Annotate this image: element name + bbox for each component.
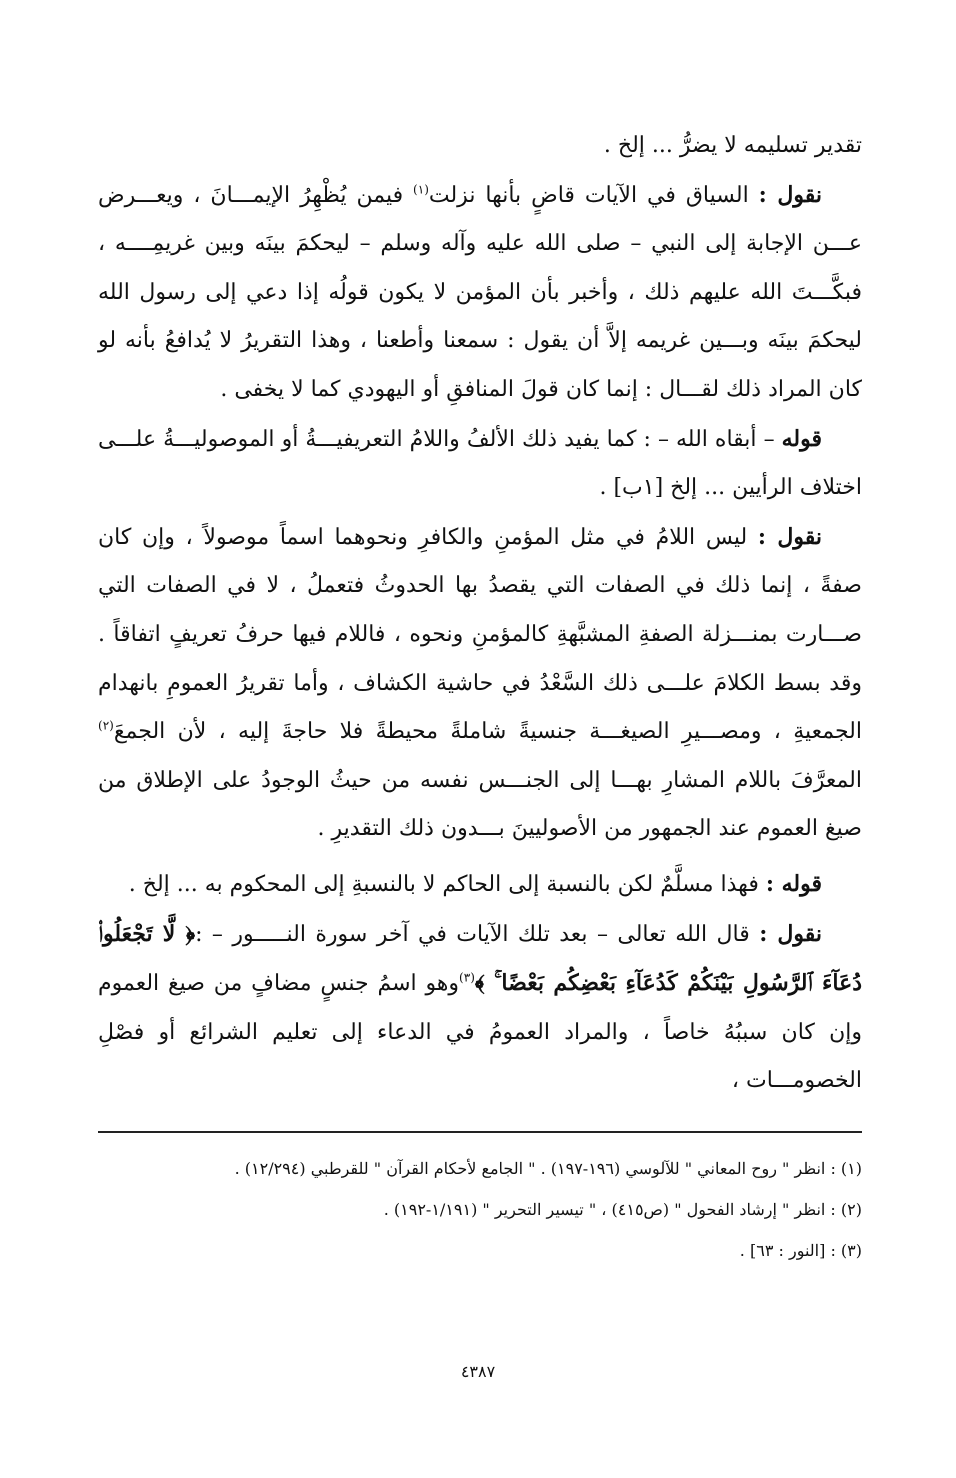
footnote-1: (١) : انظر " روح المعاني " للآلوسي (١٩٦-١٩٧) . " الجامع لأحكام القرآن " للقرطبي (١٢/٢٩٤) . <box>234 1159 862 1178</box>
paragraph-2 <box>98 171 862 415</box>
paragraph-lead: نقول : <box>758 181 822 208</box>
paragraph-text: قال الله تعالى – بعد تلك الآيات في آخر سورة النـــــور – : <box>195 921 760 947</box>
paragraph-text-rest: المعرَّفَ باللام المشارِ بهـــا إلى الجنـــس نفسه من حيثُ الوجودُ على الإطلاق من صيغ العموم عند الجمهور من الأصوليينَ بـــدون ذلك التقديرِ . <box>98 767 862 842</box>
paragraph-text: تقدير تسليمه لا يضرُّ ... إلخ . <box>603 133 862 158</box>
paragraph-text: ليس اللامُ في مثل المؤمنِ والكافرِ ونحوهما اسماً موصولاً ، وإن كان صفةً ، إنما ذلك في الصفات التي يقصدُ بها الحدوثُ فتعملُ ، لا في الصفات التي صـــارت بمنـــزلة الصفةِ المشبَّهةِ كالمؤمنِ ونحوه ، فاللام فيها حرفُ تعريفٍ اتفاقاً . وقد بسط الكلامَ علـــى ذلك السَّعْدُ في حاشية الكشاف ، وأما تقريرُ العمومِ بانهدام الجمعيةِ ، ومصـــيرِ الصيغـــة جنسيةً شاملةً محيطةً فلا حاجةَ إليه ، لأن الجمعَ <box>98 524 862 745</box>
paragraph-lead: قوله <box>781 425 822 452</box>
footnote-3: (٣) : [النور : ٦٣] . <box>739 1241 862 1260</box>
page-number: ٤٣٨٧ <box>460 1362 496 1381</box>
paragraph-lead: قوله : <box>765 870 822 897</box>
paragraph-5 <box>98 860 862 910</box>
paragraph-lead: نقول : <box>759 920 822 947</box>
paragraph-6 <box>98 910 862 1106</box>
paragraph-text-rest: فيمن يُظْهِرُ الإيمـــانَ ، ويعـــرض عـــن الإجابة إلى النبي – صلى الله عليه وآله وسلم – ليحكمَ بينَه وبين غريمِــــه ، فبكَّـــتَ الله عليهم ذلك ، وأخبر بأن المؤمن لا يكون قولُه إذا دعي إلى رسول الله ليحكمَ بينَه وبـــين غريمه إلاَّ أن يقول : سمعنا وأطعنا ، وهذا التقريرُ لا يُدافعُ بأنه لو كان المراد ذلك لقـــال : إنما كان قولَ المنافقِ أو اليهودي كما لا يخفى . <box>98 182 862 402</box>
footnotes <box>98 1148 862 1271</box>
footnote-2: (٢) : انظر " إرشاد الفحول " (ص٤١٥) ، " تيسير التحرير " (١/١٩١-١٩٢) . <box>383 1200 862 1219</box>
paragraph-3 <box>98 415 862 513</box>
paragraph-text-rest: وهو اسمُ جنسٍ مضافٍ من صيغ العموم وإن كان سببُهُ خاصاً ، والمراد العمومُ في الدعاء إلى تعليم الشرائع أو فصْلِ الخصومـــات ، <box>98 971 862 1094</box>
paragraph-text: فهذا مسلَّمٌ لكن بالنسبة إلى الحاكم لا بالنسبةِ إلى المحكوم به ... إلخ . <box>128 871 766 897</box>
footnote-separator <box>98 1131 862 1133</box>
paragraph-text: السياق في الآيات قاضٍ بأنها نزلت <box>428 182 759 208</box>
paragraph-4 <box>98 513 862 854</box>
footnote-ref: (٣) <box>459 970 475 985</box>
paragraph-lead: نقول : <box>757 523 822 550</box>
footnote-ref: (٢) <box>98 718 114 733</box>
paragraph-1 <box>98 122 862 171</box>
paragraph-text: – أبقاه الله – : كما يفيد ذلك الألفُ واللامُ التعريفيـــةُ أو الموصوليـــةُ علـــى اختلاف الرأيين ... إلخ [١ب] . <box>98 426 862 501</box>
main-text <box>98 122 862 1106</box>
quran-verse: ﴿ لَّا تَجْعَلُوا۟ دُعَآءَ ٱلرَّسُولِ بَيْنَكُمْ كَدُعَآءِ بَعْضِكُم بَعْضًا ۚ ﴾ <box>98 920 862 997</box>
footnote-ref: (١) <box>413 182 429 197</box>
